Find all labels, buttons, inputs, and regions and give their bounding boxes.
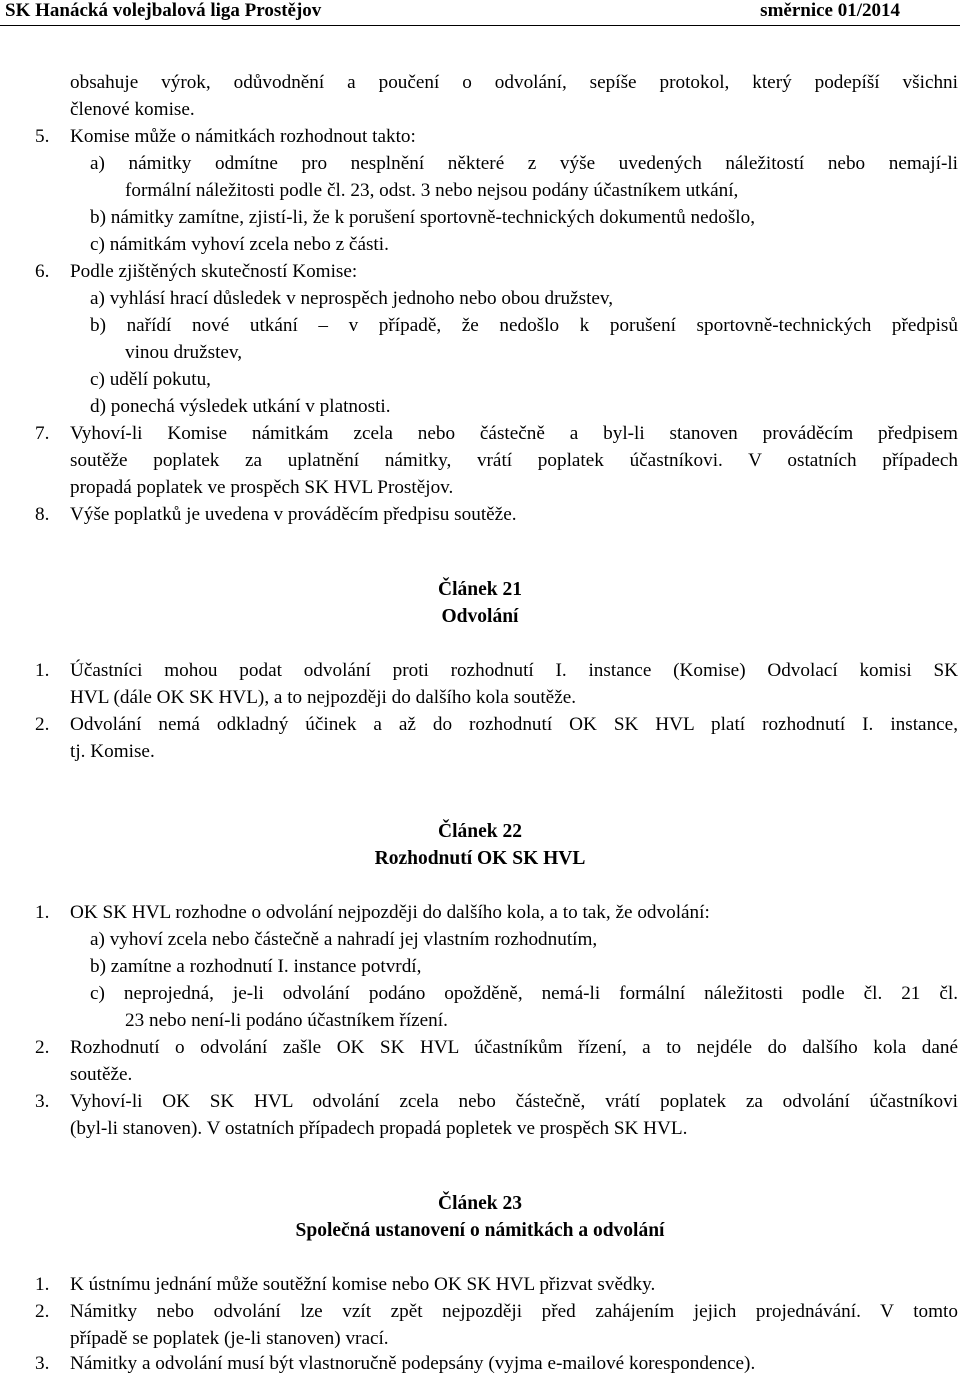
list-item: c) neprojedná, je-li odvolání podáno opožděně, nemá-li formální náležitosti podle čl. 21 čl. bbox=[90, 983, 958, 1004]
item-number: 8. bbox=[35, 504, 50, 525]
paragraph-line: případě se poplatek (je-li stanoven) vrací. bbox=[70, 1328, 389, 1349]
list-item: b) zamítne a rozhodnutí I. instance potvrdí, bbox=[90, 956, 422, 977]
article-title: Článek 22 bbox=[438, 821, 522, 842]
article-subtitle: Odvolání bbox=[441, 606, 519, 627]
article-subtitle: Společná ustanovení o námitkách a odvolání bbox=[295, 1220, 665, 1241]
paragraph-line: OK SK HVL rozhodne o odvolání nejpozději do dalšího kola, a to tak, že odvolání: bbox=[70, 902, 710, 923]
list-item: a) vyhoví zcela nebo částečně a nahradí jej vlastním rozhodnutím, bbox=[90, 929, 598, 950]
item-number: 2. bbox=[35, 1301, 50, 1322]
paragraph-line: soutěže poplatek za uplatnění námitky, vrátí poplatek účastníkovi. V ostatních případech bbox=[70, 450, 958, 471]
item-number: 3. bbox=[35, 1353, 50, 1374]
paragraph-line: soutěže. bbox=[70, 1064, 133, 1085]
paragraph-line: Komise může o námitkách rozhodnout takto: bbox=[70, 126, 416, 147]
list-item: d) ponechá výsledek utkání v platnosti. bbox=[90, 396, 391, 417]
item-number: 3. bbox=[35, 1091, 50, 1112]
item-number: 1. bbox=[35, 902, 50, 923]
item-number: 5. bbox=[35, 126, 50, 147]
item-number: 2. bbox=[35, 1037, 50, 1058]
header-organization: SK Hanácká volejbalová liga Prostějov bbox=[5, 0, 322, 21]
article-subtitle: Rozhodnutí OK SK HVL bbox=[374, 848, 586, 869]
list-item-continuation: 23 nebo není-li podáno účastníkem řízení. bbox=[125, 1010, 448, 1031]
item-number: 2. bbox=[35, 714, 50, 735]
paragraph-line: členové komise. bbox=[70, 99, 195, 120]
item-number: 7. bbox=[35, 423, 50, 444]
paragraph-line: Námitky nebo odvolání lze vzít zpět nejpozději před zahájením jejich projednávání. V tomto bbox=[70, 1301, 958, 1322]
paragraph-line: Odvolání nemá odkladný účinek a až do rozhodnutí OK SK HVL platí rozhodnutí I. instance, bbox=[70, 714, 958, 735]
list-item: b) námitky zamítne, zjistí-li, že k porušení sportovně-technických dokumentů nedošlo, bbox=[90, 207, 756, 228]
paragraph-line: Rozhodnutí o odvolání zašle OK SK HVL účastníkům řízení, a to nejdéle do dalšího kola dané bbox=[70, 1037, 958, 1058]
paragraph-line: Vyhoví-li Komise námitkám zcela nebo částečně a byl-li stanoven prováděcím předpisem bbox=[70, 423, 958, 444]
list-item: a) námitky odmítne pro nesplnění některé z výše uvedených náležitostí nebo nemají-li bbox=[90, 153, 958, 174]
paragraph-line: (byl-li stanoven). V ostatních případech propadá popletek ve prospěch SK HVL. bbox=[70, 1118, 688, 1139]
paragraph-line: Podle zjištěných skutečností Komise: bbox=[70, 261, 358, 282]
paragraph-line: HVL (dále OK SK HVL), a to nejpozději do dalšího kola soutěže. bbox=[70, 687, 577, 708]
paragraph-line: propadá poplatek ve prospěch SK HVL Prostějov. bbox=[70, 477, 454, 498]
item-number: 1. bbox=[35, 660, 50, 681]
paragraph-line: Účastníci mohou podat odvolání proti rozhodnutí I. instance (Komise) Odvolací komisi SK bbox=[70, 660, 958, 681]
item-number: 6. bbox=[35, 261, 50, 282]
paragraph-line: Vyhoví-li OK SK HVL odvolání zcela nebo částečně, vrátí poplatek za odvolání účastníkovi bbox=[70, 1091, 958, 1112]
list-item-continuation: vinou družstev, bbox=[125, 342, 243, 363]
paragraph-line: tj. Komise. bbox=[70, 741, 155, 762]
article-title: Článek 21 bbox=[438, 579, 522, 600]
paragraph-line: Námitky a odvolání musí být vlastnoručně podepsány (vyjma e-mailové korespondence). bbox=[70, 1353, 756, 1374]
list-item: a) vyhlásí hrací důsledek v neprospěch jednoho nebo obou družstev, bbox=[90, 288, 614, 309]
item-number: 1. bbox=[35, 1274, 50, 1295]
paragraph-line: Výše poplatků je uvedena v prováděcím předpisu soutěže. bbox=[70, 504, 517, 525]
list-item-continuation: formální náležitosti podle čl. 23, odst. 3 nebo nejsou podány účastníkem utkání, bbox=[125, 180, 739, 201]
paragraph-line: K ústnímu jednání může soutěžní komise nebo OK SK HVL přizvat svědky. bbox=[70, 1274, 656, 1295]
header-directive-number: směrnice 01/2014 bbox=[760, 0, 900, 21]
list-item: c) námitkám vyhoví zcela nebo z části. bbox=[90, 234, 389, 255]
list-item: c) udělí pokutu, bbox=[90, 369, 211, 390]
paragraph-line: obsahuje výrok, odůvodnění a poučení o odvolání, sepíše protokol, který podepíší všichni bbox=[70, 72, 958, 93]
article-title: Článek 23 bbox=[438, 1193, 522, 1214]
list-item: b) nařídí nové utkání – v případě, že nedošlo k porušení sportovně-technických předpisů bbox=[90, 315, 958, 336]
